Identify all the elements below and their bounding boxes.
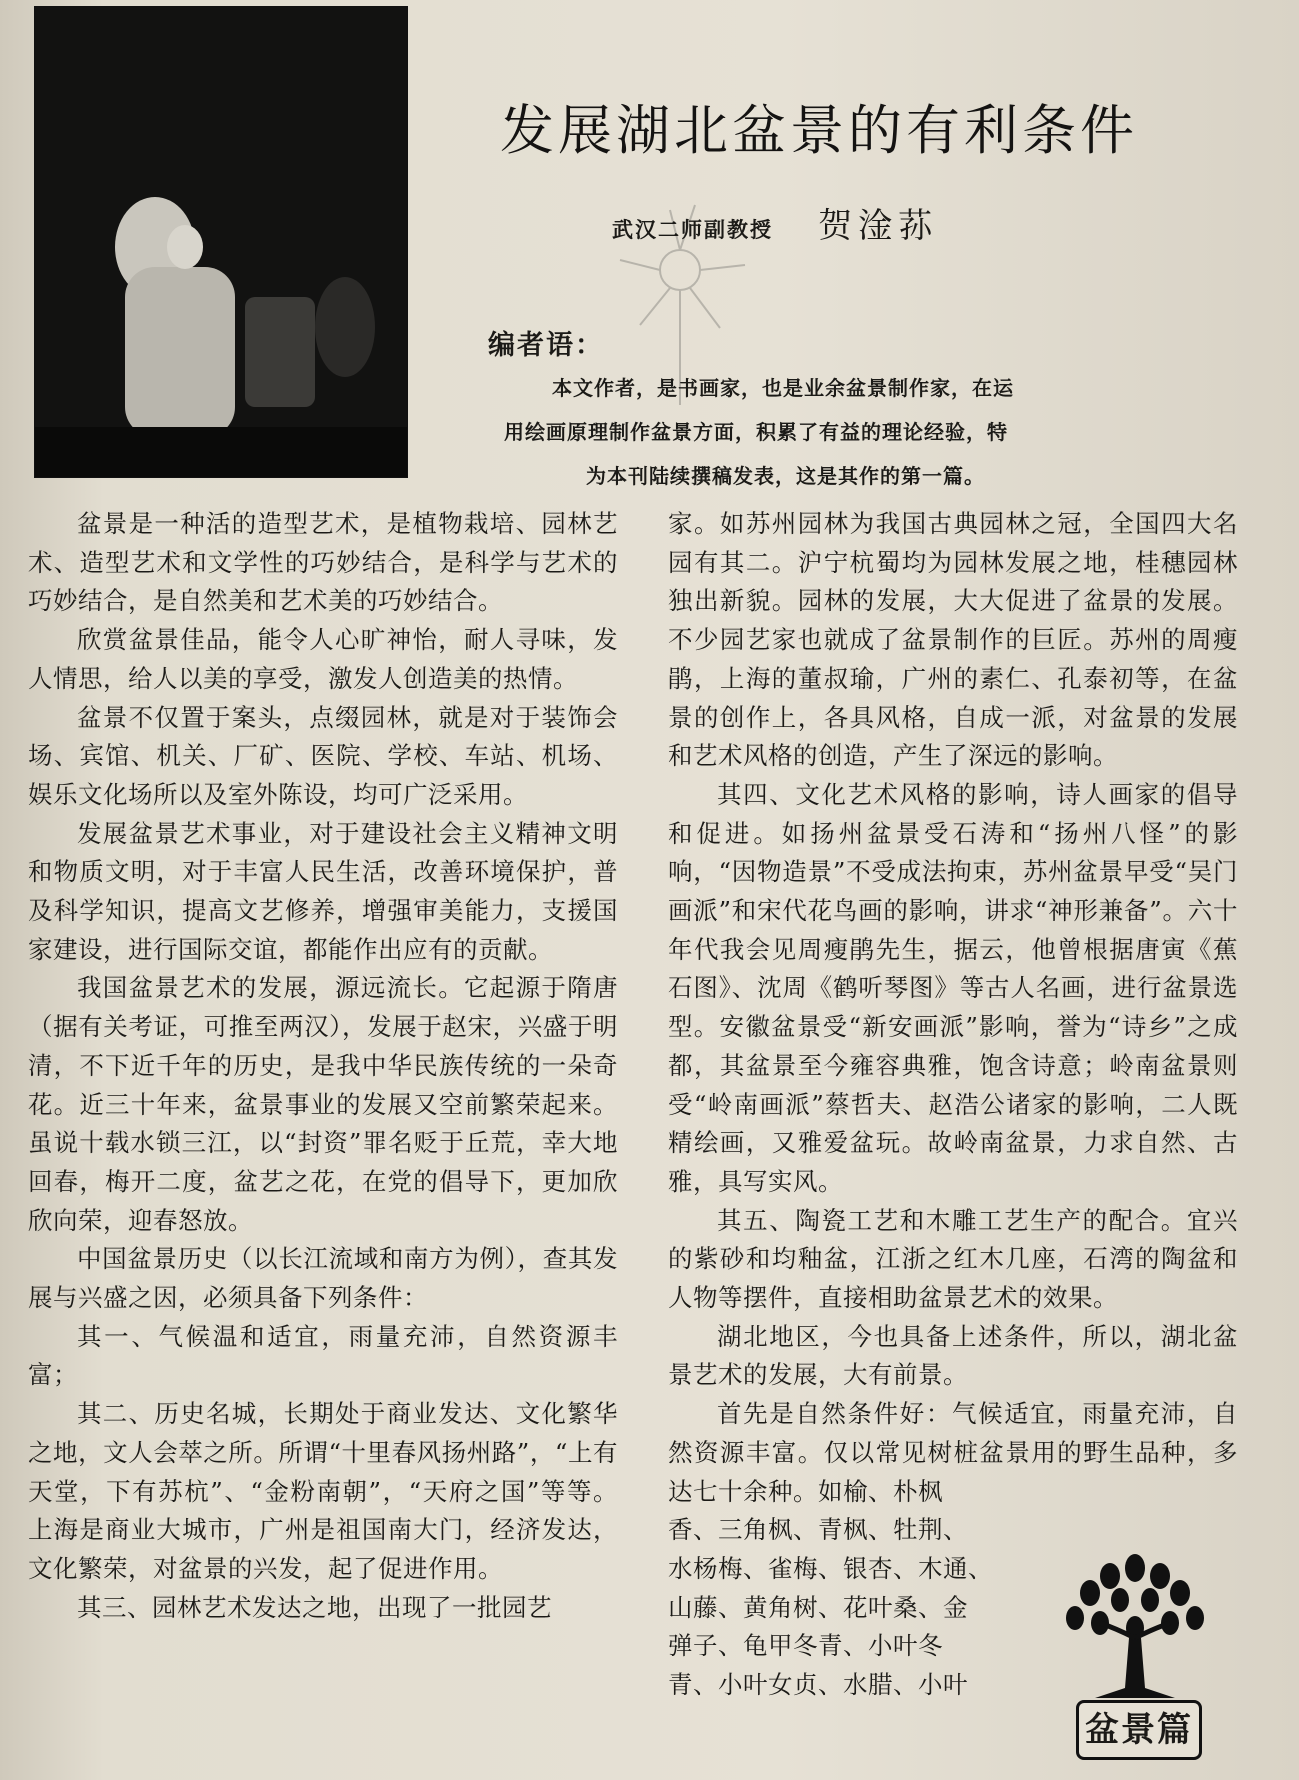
editor-note-label: 编者语： [488,330,604,361]
text-line: 弹子、龟甲冬青、小叶冬 [668,1631,943,1661]
author-photo [34,6,408,478]
text-line: 山藤、黄角树、花叶桑、金 [668,1592,968,1622]
editor-note-line: 为本刊陆续撰稿发表，这是其作的第一篇。 [586,464,985,488]
narrow-text-block [668,1511,998,1705]
body-paragraph: 我国盆景艺术的发展，源远流长。它起源于隋唐（据有关考证，可推至两汉），发展于赵宋，兴盛于明清，不下近千年的历史，是我中华民族传统的一朵奇花。近三十年来，盆景事业的发展又空前繁荣起来。虽说十载水锁三江，以“封资”罪名贬于丘荒，幸大地回春，梅开二度，盆艺之花，在党的倡导下，更加欣欣向荣，迎春怒放。 [28,973,618,1235]
body-paragraph: 其三、园林艺术发达之地，出现了一批园艺 [77,1592,552,1622]
text-line: 青、小叶女贞、水腊、小叶 [668,1670,968,1700]
body-paragraph: 中国盆景历史（以长江流域和南方为例），查其发展与兴盛之因，必须具备下列条件： [28,1244,618,1313]
column-emblem-label: 盆景篇 [1076,1700,1202,1760]
body-paragraph: 湖北地区，今也具备上述条件，所以，湖北盆景艺术的发展，大有前景。 [668,1321,1238,1390]
editor-note [496,366,1176,498]
body-paragraph: 首先是自然条件好：气候适宜，雨量充沛，自然资源丰富。仅以常见树桩盆景用的野生品种，多达七十余种。如榆、朴枫 [668,1399,1238,1506]
body-paragraph: 盆景不仅置于案头，点缀园林，就是对于装饰会场、宾馆、机关、厂矿、医院、学校、车站、机场、娱乐文化场所以及室外陈设，均可广泛采用。 [28,702,618,809]
body-paragraph: 其二、历史名城，长期处于商业发达、文化繁华之地，文人会萃之所。所谓“十里春风扬州路”，“上有天堂，下有苏杭”、“金粉南朝”，“天府之国”等等。上海是商业大城市，广州是祖国南大门，经济发达，文化繁荣，对盆景的兴发，起了促进作用。 [28,1399,618,1583]
author-affiliation: 武汉二师副教授 [612,217,773,242]
author-name: 贺淦荪 [818,206,939,246]
body-paragraph: 欣赏盆景佳品，能令人心旷神怡，耐人寻味，发人情思，给人以美的享受，激发人创造美的热情。 [28,625,618,693]
article-title: 发展湖北盆景的有利条件 [500,99,1138,162]
body-paragraph: 盆景是一种活的造型艺术，是植物栽培、园林艺术、造型艺术和文学性的巧妙结合，是科学与艺术的巧妙结合，是自然美和艺术美的巧妙结合。 [28,509,618,616]
editor-note-line: 用绘画原理制作盆景方面，积累了有益的理论经验，特 [504,420,1008,444]
text-line: 香、三角枫、青枫、牡荆、 [668,1515,968,1545]
byline [612,198,938,247]
body-paragraph: 其四、文化艺术风格的影响，诗人画家的倡导和促进。如扬州盆景受石涛和“扬州八怪”的影响，“因物造景”不受成法拘束，苏州盆景早受“吴门画派”和宋代花鸟画的影响，讲求“神形兼备”。六十年代我会见周瘦鹃先生，据云，他曾根据唐寅《蕉石图》、沈周《鹤听琴图》等古人名画，进行盆景选型。安徽盆景受“新安画派”影响，誉为“诗乡”之成都，其盆景至今雍容典雅，饱含诗意；岭南盆景则受“岭南画派”蔡哲夫、赵浩公诸家的影响，二人既精绘画，又雅爱盆玩。故岭南盆景，力求自然、古雅，具写实风。 [668,779,1238,1196]
body-paragraph-continued: 家。如苏州园林为我国古典园林之冠，全国四大名园有其二。沪宁杭蜀均为园林发展之地，桂穗园林独出新貌。园林的发展，大大促进了盆景的发展。不少园艺家也就成了盆景制作的巨匠。苏州的周瘦鹃，上海的董叔瑜，广州的素仁、孔泰初等，在盆景的创作上，各具风格，自成一派，对盆景的发展和艺术风格的创造，产生了深远的影响。 [668,509,1238,771]
text-line: 水杨梅、雀梅、银杏、木通、 [668,1553,993,1583]
body-paragraph: 其一、气候温和适宜，雨量充沛，自然资源丰富； [28,1321,618,1390]
left-column [28,505,618,1627]
body-paragraph: 其五、陶瓷工艺和木雕工艺生产的配合。宜兴的紫砂和均釉盆，江浙之红木几座，石湾的陶盆和人物等摆件，直接相助盆景艺术的效果。 [668,1205,1238,1313]
editor-note-line: 本文作者，是书画家，也是业余盆景制作家，在运 [552,376,1014,400]
right-column [668,505,1238,1705]
body-paragraph: 发展盆景艺术事业，对于建设社会主义精神文明和物质文明，对于丰富人民生活，改善环境保护，普及科学知识，提高文艺修养，增强审美能力，支援国家建设，进行国际交谊，都能作出应有的贡献。 [28,818,618,964]
